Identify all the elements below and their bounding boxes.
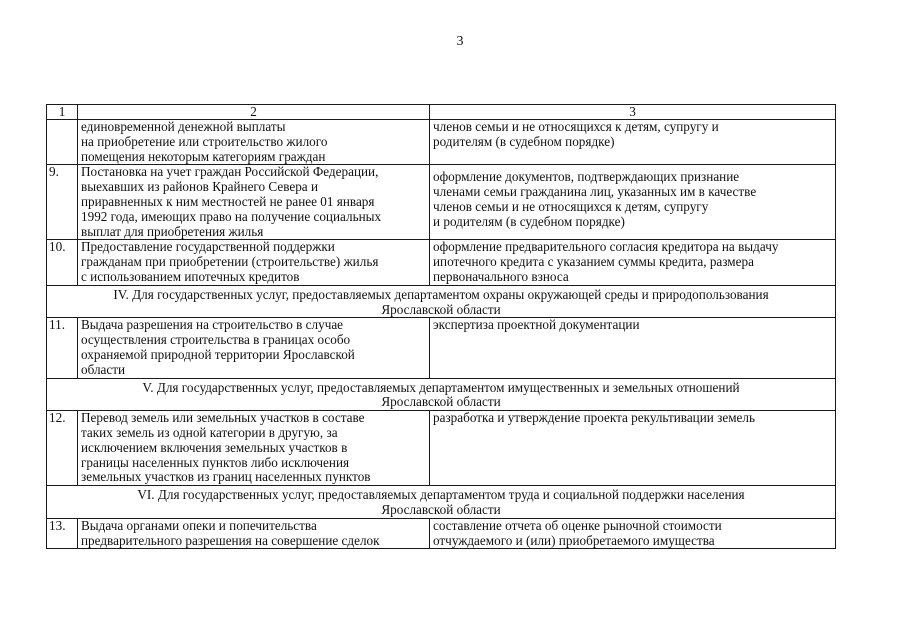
section-heading-row [47,285,836,318]
required-service-cell: составление отчета об оценке рыночной стоимости отчуждаемого и (или) приобретаемого имущества [430,518,836,549]
required-service-cell: членов семьи и не относящихся к детям, супругу и родителям (в судебном порядке) [430,120,836,165]
service-name-cell: Постановка на учет граждан Российской Федерации, выехавших из районов Крайнего Севера и приравненных к ним местностей не ранее 01 января 1992 года, имеющих право на получение социальных выплат для приобретения жилья [78,165,430,240]
service-name-cell: Перевод земель или земельных участков в составе таких земель из одной категории в другую, за исключением включения земельных участков в границы населенных пунктов либо исключения земельных участков из границ населенных пунктов [78,411,430,486]
required-service-cell: оформление предварительного согласия кредитора на выдачу ипотечного кредита с указанием суммы кредита, размера первоначального взноса [430,240,836,285]
required-service-cell: разработка и утверждение проекта рекультивации земель [430,411,836,486]
section-heading-row [47,486,836,519]
table-row [47,165,836,240]
service-name-cell: Выдача разрешения на строительство в случае осуществления строительства в границах особо охраняемой природной территории Ярославской области [78,318,430,378]
page-number: 3 [456,34,464,49]
table-row [47,240,836,285]
table-row [47,411,836,486]
row-number: 11. [47,318,78,378]
table-header-row [47,105,836,120]
section-heading: V. Для государственных услуг, предоставляемых департаментом имущественных и земельных отношений Ярославской области [47,378,836,411]
row-number: 10. [47,240,78,285]
table-row [47,318,836,378]
header-cell-1: 1 [47,105,78,120]
row-number: 13. [47,518,78,549]
section-heading-row [47,378,836,411]
service-name-cell: Предоставление государственной поддержки гражданам при приобретении (строительстве) жилья с использованием ипотечных кредитов [78,240,430,285]
row-number: 9. [47,165,78,240]
required-service-cell: оформление документов, подтверждающих признание членами семьи гражданина лиц, указанных им в качестве членов семьи и не относящихся к детям, супругу и родителям (в судебном порядке) [430,165,836,240]
section-heading: VI. Для государственных услуг, предоставляемых департаментом труда и социальной поддержки населения Ярославской области [47,486,836,519]
section-heading: IV. Для государственных услуг, предоставляемых департаментом охраны окружающей среды и природопользования Ярославской области [47,285,836,318]
table-row [47,120,836,165]
header-cell-3: 3 [430,105,836,120]
service-name-cell: Выдача органами опеки и попечительства предварительного разрешения на совершение сделок [78,518,430,549]
service-name-cell: единовременной денежной выплаты на приобретение или строительство жилого помещения некоторым категориям граждан [78,120,430,165]
services-table [46,104,836,549]
table-row [47,518,836,549]
row-number [47,120,78,165]
header-cell-2: 2 [78,105,430,120]
required-service-cell: экспертиза проектной документации [430,318,836,378]
row-number: 12. [47,411,78,486]
